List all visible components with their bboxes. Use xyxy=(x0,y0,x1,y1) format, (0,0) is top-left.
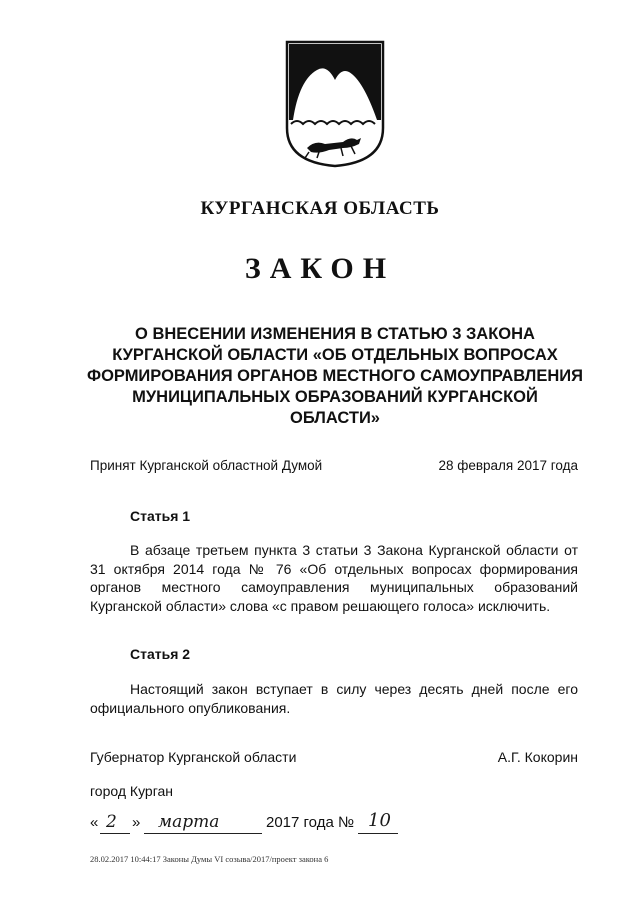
document-type: ЗАКОН xyxy=(244,252,396,285)
adoption-date: 28 февраля 2017 года xyxy=(438,458,578,473)
article-2-heading: Статья 2 xyxy=(130,646,191,662)
handwritten-month: марта xyxy=(158,812,220,832)
article-1-text: В абзаце третьем пункта 3 статьи 3 Закона Курганской области от 31 октября 2014 года № 76 «Об отдельных вопросах формирования органов местного самоуправления муниципальных образований Курганской области» слова «с правом решающего голоса» исключить. xyxy=(90,542,578,614)
law-title: О ВНЕСЕНИИ ИЗМЕНЕНИЯ В СТАТЬЮ 3 ЗАКОНА КУРГАНСКОЙ ОБЛАСТИ «ОБ ОТДЕЛЬНЫХ ВОПРОСАХ ФОРМИРОВАНИЯ ОРГАНОВ МЕСТНОГО САМОУПРАВЛЕНИЯ МУНИЦИПАЛЬНЫХ ОБРАЗОВАНИЙ КУРГАНСКОЙ ОБЛАСТИ» xyxy=(86,325,584,427)
signing-date-line xyxy=(90,812,450,838)
date-open-quote: « xyxy=(90,814,99,831)
article-2-text: Настоящий закон вступает в силу через десять дней после его официального опубликования. xyxy=(90,681,578,716)
signature-block xyxy=(90,749,578,765)
document-footer: 28.02.2017 10:44:17 Законы Думы VI созыва/2017/проект закона 6 xyxy=(90,854,329,864)
year-and-number-label: 2017 года № xyxy=(266,814,355,831)
adoption-line xyxy=(90,458,578,473)
signing-place: город Курган xyxy=(90,783,174,799)
region-name: КУРГАНСКАЯ ОБЛАСТЬ xyxy=(200,198,440,219)
coat-of-arms-emblem xyxy=(285,40,385,168)
signatory-position: Губернатор Курганской области xyxy=(90,749,297,765)
adoption-body: Принят Курганской областной Думой xyxy=(90,458,323,473)
date-close-quote: » xyxy=(132,814,141,831)
article-1-heading: Статья 1 xyxy=(130,508,191,524)
handwritten-day: 2 xyxy=(106,812,117,832)
signatory-name: А.Г. Кокорин xyxy=(497,749,578,765)
handwritten-law-number: 10 xyxy=(368,810,391,831)
